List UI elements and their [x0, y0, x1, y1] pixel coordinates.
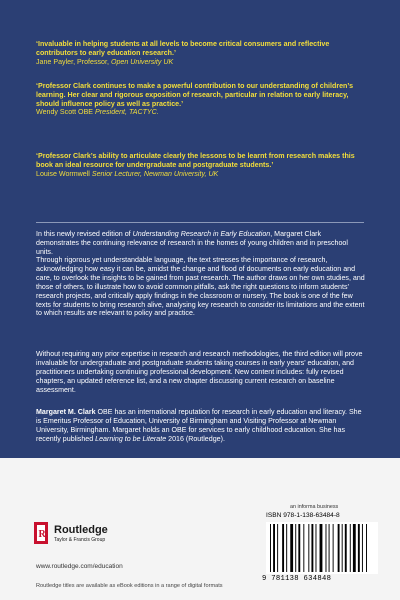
barcode-bar [316, 524, 317, 572]
barcode [266, 522, 378, 574]
barcode-bar [273, 524, 275, 572]
endorsement-attribution: Jane Payler, Professor, Open University UK [36, 57, 174, 66]
barcode-bar [295, 524, 296, 572]
barcode-bar [329, 524, 330, 572]
barcode-bar [362, 524, 363, 572]
barcode-bar [366, 524, 367, 572]
endorsement-2 [36, 82, 366, 117]
barcode-bar [358, 524, 360, 572]
barcode-bar [308, 524, 309, 572]
endorsement-quote: ‘Invaluable in helping students at all levels to become critical consumers and reflective contributors to early education research.’ [36, 40, 330, 57]
publisher-name: Routledge [54, 524, 108, 536]
barcode-bar [326, 524, 327, 572]
barcode-bar [303, 524, 304, 572]
barcode-bar [353, 524, 356, 572]
endorsement-attribution: Wendy Scott OBE President, TACTYC. [36, 108, 159, 117]
barcode-bar [290, 524, 293, 572]
endorsement-attribution: Louise Wormwell Senior Lecturer, Newman University, UK [36, 169, 219, 178]
intro-paragraph: In this newly revised edition of Understanding Research in Early Education, Margaret Clark demonstrates the continuing relevance of research in the homes of young children and in preschool units. [36, 230, 348, 256]
barcode-bar [320, 524, 323, 572]
publisher-group: Taylor & Francis Group [54, 537, 106, 543]
barcode-bar [282, 524, 284, 572]
publisher-url: www.routledge.com/education [36, 563, 123, 570]
endorsement-3 [36, 152, 366, 178]
barcode-bar [277, 524, 278, 572]
barcode-bar [345, 524, 347, 572]
audience-paragraph: Without requiring any prior expertise in research and research methodologies, the third edition will prove invaluable for undergraduate and postgraduate students taking courses in early years’ education, and practitioners undertaking continuing professional development. New content includes: fully revised chapters, an updated reference list, and a new chapter discussing current research on baseline assessment. [36, 350, 363, 394]
endorsement-quote: ‘Professor Clark’s ability to articulate clearly the lessons to be learnt from research makes this book an ideal resource for undergraduate and postgraduate students.’ [36, 152, 355, 169]
svg-text:R: R [38, 529, 46, 540]
barcode-bar [338, 524, 340, 572]
informa-tag: an informa business [290, 504, 339, 510]
barcode-digits: 9 781138 634848 [262, 575, 332, 583]
author-bio: Margaret M. Clark OBE has an international reputation for research in early education and literacy. She is Emeritus Professor of Education, University of Birmingham and Visiting Professor at Newman University, Birmingham. Margaret holds an OBE for services to early childhood education. She has recently published Learning to be Literate 2016 (Routledge). [36, 408, 362, 443]
author-name: Margaret M. Clark [36, 408, 96, 416]
routledge-logo-icon [34, 520, 164, 554]
barcode-bar [311, 524, 313, 572]
endorsement-1 [36, 40, 366, 66]
divider [36, 222, 364, 223]
barcode-bar [342, 524, 343, 572]
isbn-label: ISBN 978-1-138-63484-8 [266, 512, 340, 519]
barcode-bar [333, 524, 334, 572]
barcode-bar [298, 524, 300, 572]
description-paragraph: Through rigorous yet understandable language, the text stresses the importance of research, acknowledging how easy it can be, amidst the change and flood of documents on early education and care, to overlook the insights to be gained from past research. The author draws on her own studies, and those of others, to illustrate how to avoid common pitfalls, ask the right questions to inform students’ research projects, and critically apply findings in the classroom or nursery. The book is one of the few texts for students to bring research alive, analysing key research to consider its limitations and the extent to which results are relevant to policy and practice. [36, 256, 365, 318]
barcode-bar [286, 524, 287, 572]
routledge-logo [34, 520, 164, 554]
endorsement-quote: ‘Professor Clark continues to make a powerful contribution to our understanding of children’s learning. Her clear and rigorous exposition of research, particular in relation to early literacy, should influence policy as well as practice.’ [36, 82, 354, 108]
ebook-note: Routledge titles are available as eBook editions in a range of digital formats [36, 583, 223, 589]
barcode-bar [350, 524, 351, 572]
book-title: Understanding Research in Early Education [132, 230, 271, 238]
barcode-bar [270, 524, 271, 572]
